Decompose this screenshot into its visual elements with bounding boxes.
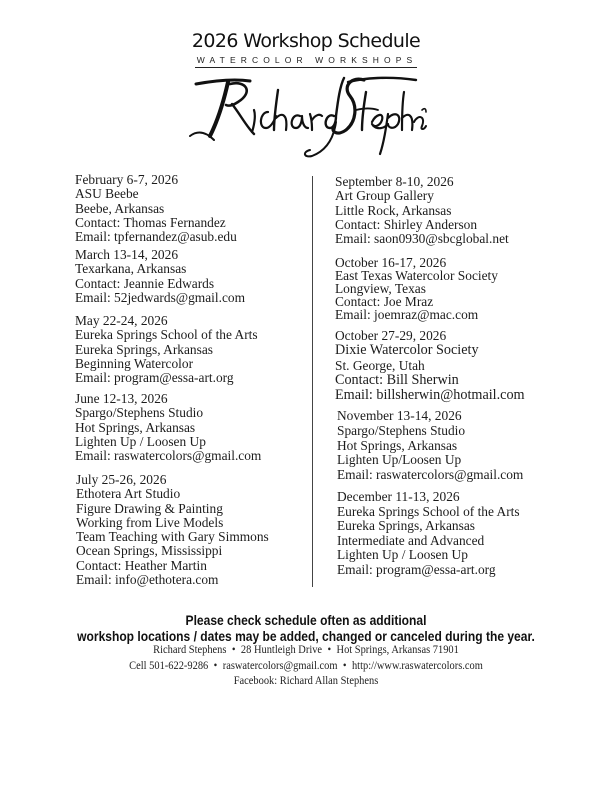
workshop-topic: Intermediate and Advanced — [337, 532, 485, 548]
workshop-topic: Lighten Up / Loosen Up — [337, 547, 468, 563]
workshop-contact: Contact: Jeannie Edwards — [75, 275, 215, 291]
workshop-venue: Dixie Watercolor Society — [335, 342, 479, 358]
workshop-entry — [335, 256, 498, 321]
bullet-separator: • — [213, 659, 218, 672]
page-subtitle: WATERCOLOR WORKSHOPS — [196, 55, 418, 65]
workshop-entry — [75, 248, 245, 305]
workshop-venue: Eureka Springs School of the Arts — [337, 503, 520, 519]
workshop-date: May 22-24, 2026 — [75, 313, 168, 328]
footer-street: 28 Huntleigh Drive — [240, 643, 323, 656]
workshop-location: Longview, Texas — [335, 281, 426, 296]
workshop-topic: Lighten Up/Loosen Up — [337, 452, 462, 468]
signature-logo — [188, 70, 428, 162]
bullet-separator: • — [342, 659, 347, 672]
workshop-email: Email: info@ethotera.com — [76, 572, 219, 588]
header-rule — [195, 67, 417, 68]
schedule-notice-line-1: Please check schedule often as additional — [185, 612, 427, 628]
workshop-date: July 25-26, 2026 — [76, 472, 167, 487]
workshop-entry — [76, 473, 269, 587]
footer-address — [31, 643, 582, 656]
workshop-location: St. George, Utah — [335, 358, 425, 373]
workshop-email: Email: tpfernandez@asub.edu — [75, 229, 237, 245]
workshop-location: Hot Springs, Arkansas — [75, 419, 196, 435]
schedule-notice-line-2: workshop locations / dates may be added, changed or canceled during the year. — [77, 628, 535, 644]
workshop-entry — [337, 490, 520, 578]
workshop-date: February 6-7, 2026 — [75, 172, 179, 187]
workshop-date: October 27-29, 2026 — [335, 328, 447, 343]
workshop-location: Eureka Springs, Arkansas — [75, 341, 213, 357]
workshop-contact: Contact: Bill Sherwin — [335, 372, 459, 388]
workshop-venue: ASU Beebe — [75, 186, 139, 202]
workshop-contact: Contact: Heather Martin — [76, 557, 207, 573]
workshop-location: Texarkana, Arkansas — [75, 261, 187, 277]
workshop-venue: Ethotera Art Studio — [76, 486, 181, 502]
workshop-date: December 11-13, 2026 — [337, 489, 460, 504]
workshop-email: Email: raswatercolors@gmail.com — [337, 467, 524, 483]
workshop-venue: East Texas Watercolor Society — [335, 268, 498, 283]
workshop-date: March 13-14, 2026 — [75, 247, 179, 262]
workshop-entry — [337, 409, 523, 483]
footer-cell: Cell 501-622-9286 — [129, 659, 209, 672]
workshop-email: Email: 52jedwards@gmail.com — [75, 289, 246, 305]
footer-name: Richard Stephens — [153, 643, 227, 656]
workshop-location: Beebe, Arkansas — [75, 200, 165, 216]
column-divider — [312, 176, 313, 587]
workshop-email: Email: joemraz@mac.com — [335, 307, 479, 322]
workshop-topic: Team Teaching with Gary Simmons — [76, 529, 269, 545]
workshop-date: September 8-10, 2026 — [335, 174, 454, 189]
workshop-date: October 16-17, 2026 — [335, 255, 447, 270]
workshop-contact: Contact: Shirley Anderson — [335, 216, 478, 232]
workshop-date: November 13-14, 2026 — [337, 408, 462, 423]
workshop-email: Email: program@essa-art.org — [337, 561, 496, 577]
workshop-entry — [75, 173, 237, 244]
workshop-date: June 12-13, 2026 — [75, 391, 168, 406]
workshop-location: Eureka Springs, Arkansas — [337, 518, 475, 534]
workshop-topic: Beginning Watercolor — [75, 355, 194, 371]
workshop-topic: Figure Drawing & Painting — [76, 500, 223, 516]
workshop-email: Email: raswatercolors@gmail.com — [75, 448, 262, 464]
bullet-separator: • — [327, 643, 332, 656]
workshop-venue: Eureka Springs School of the Arts — [75, 327, 258, 343]
footer-website[interactable]: http://www.raswatercolors.com — [351, 659, 483, 672]
workshop-location: Hot Springs, Arkansas — [337, 437, 458, 453]
footer-email[interactable]: raswatercolors@gmail.com — [222, 659, 338, 672]
workshop-venue: Spargo/Stephens Studio — [337, 422, 466, 438]
workshop-entry — [75, 314, 258, 385]
workshop-email: Email: billsherwin@hotmail.com — [335, 387, 525, 403]
footer-contact — [31, 659, 582, 672]
workshop-entry — [335, 328, 525, 403]
bullet-separator: • — [231, 643, 236, 656]
workshop-topic: Working from Live Models — [76, 514, 224, 530]
workshop-topic: Lighten Up / Loosen Up — [75, 433, 206, 449]
workshop-entry — [75, 392, 261, 463]
workshop-contact: Contact: Joe Mraz — [335, 294, 434, 309]
workshop-email: Email: program@essa-art.org — [75, 370, 234, 386]
workshop-email: Email: saon0930@sbcglobal.net — [335, 231, 509, 247]
workshop-venue: Spargo/Stephens Studio — [75, 405, 204, 421]
workshop-entry — [335, 175, 509, 246]
footer-city: Hot Springs, Arkansas 71901 — [336, 643, 459, 656]
workshop-venue: Art Group Gallery — [335, 188, 434, 204]
workshop-location: Little Rock, Arkansas — [335, 202, 452, 218]
page-title: 2026 Workshop Schedule — [191, 30, 421, 52]
workshop-contact: Contact: Thomas Fernandez — [75, 214, 226, 230]
workshop-location: Ocean Springs, Mississippi — [76, 543, 223, 559]
footer-facebook: Facebook: Richard Allan Stephens — [233, 674, 379, 687]
